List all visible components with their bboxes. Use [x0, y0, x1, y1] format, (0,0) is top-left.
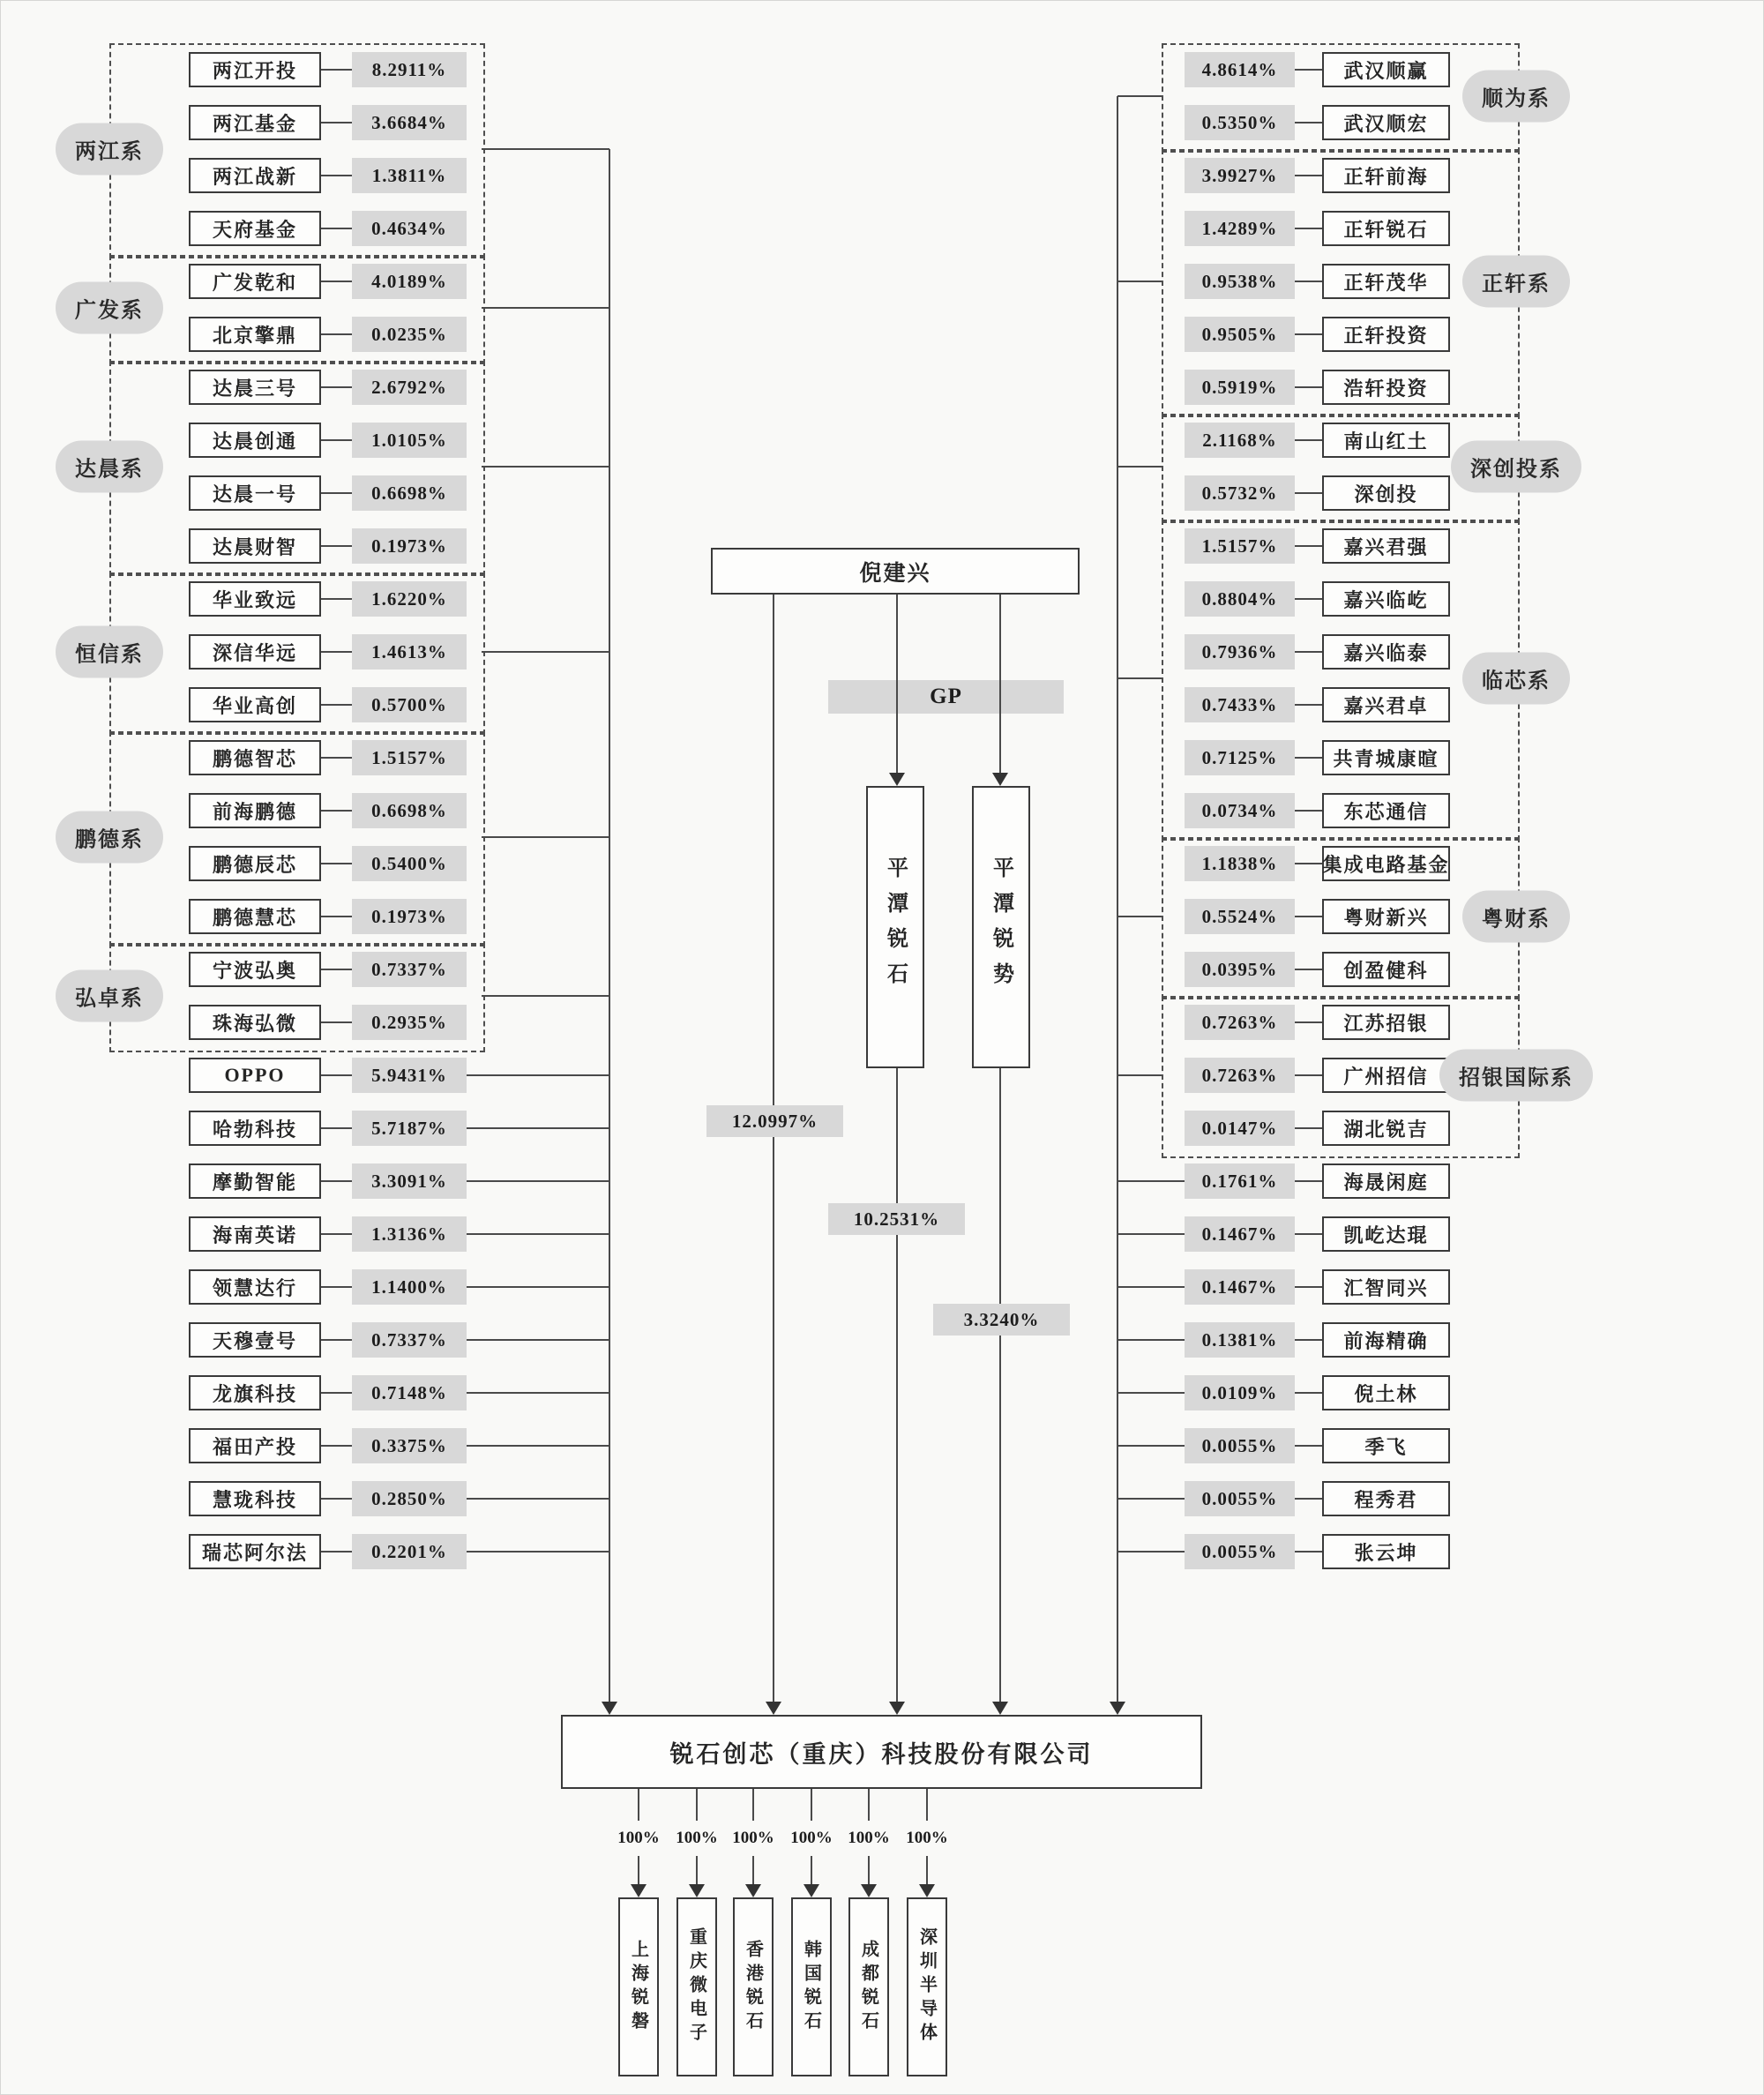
connector-line [321, 969, 352, 970]
group-label-pill: 临芯系 [1462, 653, 1570, 705]
ownership-pct-chip: 0.0055% [1185, 1428, 1295, 1463]
shareholder-name-box: 创盈健科 [1322, 952, 1450, 987]
shareholder-name-box: 龙旗科技 [189, 1375, 321, 1410]
shareholder-name-box: 达晨财智 [189, 528, 321, 564]
connector-line [1295, 1127, 1322, 1129]
connector-line [1295, 1498, 1322, 1500]
connector-line [1117, 1180, 1185, 1182]
ownership-pct-chip: 0.2935% [352, 1005, 467, 1040]
connector-line [1295, 492, 1322, 494]
ownership-pct-chip: 0.2201% [352, 1534, 467, 1569]
subsidiary-box: 韩国锐石 [791, 1897, 832, 2076]
connector-line [1295, 704, 1322, 706]
group-label-pill: 正轩系 [1462, 256, 1570, 308]
connector-line [1295, 69, 1322, 71]
shareholder-name-box: 武汉顺宏 [1322, 105, 1450, 140]
connector-line [467, 1286, 609, 1288]
shareholder-name-box: 摩勤智能 [189, 1163, 321, 1199]
subsidiary-arrow-line [752, 1856, 754, 1886]
ownership-pct-chip: 0.7337% [352, 1322, 467, 1358]
connector-line [1295, 122, 1322, 123]
connector-line [321, 1392, 352, 1394]
connector-line [1295, 1286, 1322, 1288]
group-label-pill: 深创投系 [1451, 441, 1581, 493]
ownership-pct-chip: 0.9505% [1185, 317, 1295, 352]
shareholder-name-box: 慧珑科技 [189, 1481, 321, 1516]
connector-line [321, 598, 352, 600]
group-bus-connector [1117, 281, 1162, 282]
shareholder-name-box: 鹏德智芯 [189, 740, 321, 775]
connector-line [321, 281, 352, 282]
connector-line [1117, 1286, 1185, 1288]
connector-line [321, 1233, 352, 1235]
arrow-down-icon [631, 1884, 647, 1897]
shareholder-name-box: 嘉兴临屹 [1322, 581, 1450, 617]
connector-line [467, 1127, 609, 1129]
connector-line [1117, 1445, 1185, 1447]
ownership-pct-chip: 0.1467% [1185, 1269, 1295, 1305]
connector-line [1117, 1498, 1185, 1500]
founder-box: 倪建兴 [711, 548, 1080, 595]
connector-line [1295, 757, 1322, 759]
ownership-pct-chip: 0.5400% [352, 846, 467, 881]
shareholder-name-box: 深信华远 [189, 634, 321, 670]
ownership-pct-chip: 1.6220% [352, 581, 467, 617]
connector-line [1295, 439, 1322, 441]
ownership-pct-chip: 2.1168% [1185, 423, 1295, 458]
arrow-down-icon [1110, 1702, 1125, 1715]
fund-box-pingtan-ruishi2: 平潭锐势 [972, 786, 1030, 1068]
connector-line [467, 1233, 609, 1235]
subsidiary-arrow-line [868, 1856, 870, 1886]
shareholder-name-box: 海晟闲庭 [1322, 1163, 1450, 1199]
connector-line [321, 810, 352, 812]
group-bus-connector [1117, 677, 1162, 679]
connector-line [467, 1339, 609, 1341]
shareholder-name-box: 海南英诺 [189, 1216, 321, 1252]
ownership-pct-chip: 1.4289% [1185, 211, 1295, 246]
ownership-pct-chip: 1.3136% [352, 1216, 467, 1252]
ownership-pct-chip: 0.0235% [352, 317, 467, 352]
ownership-pct-chip: 0.0055% [1185, 1534, 1295, 1569]
connector-line [1295, 1445, 1322, 1447]
ownership-pct-chip: 8.2911% [352, 52, 467, 87]
group-bus-connector [482, 651, 609, 653]
connector-line [1295, 598, 1322, 600]
fund2-pct-chip: 3.3240% [933, 1304, 1070, 1336]
shareholder-name-box: 前海精确 [1322, 1322, 1450, 1358]
group-label-pill: 恒信系 [56, 626, 163, 678]
shareholder-name-box: 华业致远 [189, 581, 321, 617]
ownership-pct-chip: 0.8804% [1185, 581, 1295, 617]
shareholder-name-box: 达晨创通 [189, 423, 321, 458]
ownership-pct-chip: 5.9431% [352, 1058, 467, 1093]
shareholder-name-box: 东芯通信 [1322, 793, 1450, 828]
ownership-pct-chip: 0.6698% [352, 475, 467, 511]
connector-line [321, 1498, 352, 1500]
arrow-down-icon [766, 1702, 781, 1715]
shareholder-name-box: 正轩茂华 [1322, 264, 1450, 299]
ownership-pct-chip: 0.1467% [1185, 1216, 1295, 1252]
connector-line [321, 1180, 352, 1182]
subsidiary-stub-line [926, 1789, 928, 1821]
connector-line [1295, 228, 1322, 229]
subsidiary-stub-line [638, 1789, 639, 1821]
group-bus-connector [482, 307, 609, 309]
group-bus-connector [482, 466, 609, 468]
connector-line [321, 492, 352, 494]
shareholder-name-box: 南山红土 [1322, 423, 1450, 458]
connector-line [321, 1286, 352, 1288]
group-bus-connector [1117, 466, 1162, 468]
connector-line [1295, 651, 1322, 653]
subsidiary-pct-label: 100% [676, 1829, 718, 1847]
connector-line [1295, 386, 1322, 388]
connector-line [321, 333, 352, 335]
shareholder-name-box: 嘉兴临泰 [1322, 634, 1450, 670]
shareholder-name-box: 江苏招银 [1322, 1005, 1450, 1040]
group-label-pill: 招银国际系 [1439, 1050, 1593, 1102]
fund-box-pingtan-ruishi: 平潭锐石 [866, 786, 924, 1068]
subsidiary-arrow-line [811, 1856, 812, 1886]
ownership-pct-chip: 0.7263% [1185, 1005, 1295, 1040]
shareholder-name-box: 深创投 [1322, 475, 1450, 511]
group-bus-connector [482, 836, 609, 838]
ownership-pct-chip: 0.6698% [352, 793, 467, 828]
subsidiary-arrow-line [638, 1856, 639, 1886]
subsidiary-stub-line [696, 1789, 698, 1821]
shareholder-name-box: 瑞芯阿尔法 [189, 1534, 321, 1569]
ownership-pct-chip: 2.6792% [352, 370, 467, 405]
ownership-pct-chip: 0.5732% [1185, 475, 1295, 511]
gp-band: GP [828, 680, 1064, 714]
ownership-pct-chip: 0.5350% [1185, 105, 1295, 140]
subsidiary-pct-label: 100% [906, 1829, 948, 1847]
connector-line [1295, 969, 1322, 970]
shareholder-name-box: 北京擎鼎 [189, 317, 321, 352]
ownership-pct-chip: 0.0147% [1185, 1111, 1295, 1146]
ownership-pct-chip: 0.1381% [1185, 1322, 1295, 1358]
arrow-down-icon [889, 1702, 905, 1715]
ownership-pct-chip: 0.5524% [1185, 899, 1295, 934]
shareholder-name-box: OPPO [189, 1058, 321, 1093]
fund2-to-company-line [999, 1068, 1001, 1702]
connector-line [321, 1551, 352, 1553]
ownership-pct-chip: 0.7125% [1185, 740, 1295, 775]
ownership-pct-chip: 4.8614% [1185, 52, 1295, 87]
arrow-down-icon [804, 1884, 819, 1897]
connector-line [321, 916, 352, 917]
shareholder-name-box: 凯屹达琨 [1322, 1216, 1450, 1252]
connector-line [1295, 281, 1322, 282]
connector-line [321, 1021, 352, 1023]
ownership-pct-chip: 1.0105% [352, 423, 467, 458]
connector-line [321, 228, 352, 229]
shareholder-name-box: 武汉顺赢 [1322, 52, 1450, 87]
subsidiary-box: 深圳半导体 [907, 1897, 947, 2076]
shareholder-name-box: 嘉兴君强 [1322, 528, 1450, 564]
group-bus-connector [482, 995, 609, 997]
shareholder-name-box: 湖北锐吉 [1322, 1111, 1450, 1146]
connector-line [321, 175, 352, 176]
connector-line [321, 69, 352, 71]
group-bus-connector [1117, 95, 1162, 97]
group-label-pill: 粤财系 [1462, 891, 1570, 943]
ownership-pct-chip: 4.0189% [352, 264, 467, 299]
connector-line [1295, 916, 1322, 917]
shareholder-name-box: 达晨三号 [189, 370, 321, 405]
shareholder-name-box: 华业高创 [189, 687, 321, 722]
fund1-to-company-line [896, 1068, 898, 1702]
ownership-pct-chip: 1.4613% [352, 634, 467, 670]
connector-line [321, 651, 352, 653]
founder-direct-pct-chip: 12.0997% [706, 1105, 843, 1137]
group-label-pill: 广发系 [56, 282, 163, 334]
connector-line [467, 1498, 609, 1500]
ownership-pct-chip: 1.3811% [352, 158, 467, 193]
shareholder-name-box: 季飞 [1322, 1428, 1450, 1463]
connector-line [321, 545, 352, 547]
connector-line [1295, 1339, 1322, 1341]
connector-line [467, 1392, 609, 1394]
connector-line [321, 1074, 352, 1076]
company-box: 锐石创芯（重庆）科技股份有限公司 [561, 1715, 1202, 1789]
connector-line [1117, 1392, 1185, 1394]
arrow-down-icon [745, 1884, 761, 1897]
shareholder-name-box: 程秀君 [1322, 1481, 1450, 1516]
group-label-pill: 弘卓系 [56, 970, 163, 1022]
arrow-down-icon [889, 773, 905, 786]
ownership-pct-chip: 0.7433% [1185, 687, 1295, 722]
connector-line [467, 1074, 609, 1076]
connector-line [1117, 1551, 1185, 1553]
ownership-pct-chip: 0.7263% [1185, 1058, 1295, 1093]
shareholder-name-box: 哈勃科技 [189, 1111, 321, 1146]
connector-line [321, 386, 352, 388]
connector-line [1295, 1551, 1322, 1553]
connector-line [321, 757, 352, 759]
ownership-pct-chip: 0.7337% [352, 952, 467, 987]
left-bus-line [609, 149, 610, 1702]
subsidiary-box: 重庆微电子 [676, 1897, 717, 2076]
group-bus-connector [1117, 1074, 1162, 1076]
arrow-down-icon [919, 1884, 935, 1897]
connector-line [467, 1180, 609, 1182]
ownership-pct-chip: 0.2850% [352, 1481, 467, 1516]
group-label-pill: 两江系 [56, 123, 163, 176]
subsidiary-stub-line [868, 1789, 870, 1821]
connector-line [1295, 1021, 1322, 1023]
ownership-pct-chip: 1.1400% [352, 1269, 467, 1305]
shareholder-name-box: 福田产投 [189, 1428, 321, 1463]
shareholder-name-box: 粤财新兴 [1322, 899, 1450, 934]
ownership-pct-chip: 3.3091% [352, 1163, 467, 1199]
arrow-down-icon [861, 1884, 877, 1897]
founder-to-fund2-line [999, 595, 1001, 774]
shareholder-name-box: 浩轩投资 [1322, 370, 1450, 405]
shareholder-name-box: 两江基金 [189, 105, 321, 140]
ownership-pct-chip: 0.1973% [352, 528, 467, 564]
connector-line [467, 1551, 609, 1553]
founder-direct-line [773, 595, 774, 1702]
arrow-down-icon [992, 1702, 1008, 1715]
shareholder-name-box: 宁波弘奥 [189, 952, 321, 987]
subsidiary-box: 香港锐石 [733, 1897, 774, 2076]
subsidiary-stub-line [752, 1789, 754, 1821]
ownership-pct-chip: 0.1973% [352, 899, 467, 934]
shareholder-name-box: 领慧达行 [189, 1269, 321, 1305]
shareholder-name-box: 两江战新 [189, 158, 321, 193]
connector-line [1117, 1339, 1185, 1341]
shareholder-name-box: 共青城康暄 [1322, 740, 1450, 775]
connector-line [1295, 175, 1322, 176]
shareholder-name-box: 天穆壹号 [189, 1322, 321, 1358]
arrow-down-icon [992, 773, 1008, 786]
group-bus-connector [482, 148, 609, 150]
ownership-pct-chip: 0.7936% [1185, 634, 1295, 670]
shareholder-name-box: 正轩锐石 [1322, 211, 1450, 246]
founder-to-fund1-line [896, 595, 898, 774]
connector-line [1295, 1180, 1322, 1182]
ownership-pct-chip: 0.5919% [1185, 370, 1295, 405]
connector-line [1295, 333, 1322, 335]
connector-line [321, 863, 352, 864]
group-label-pill: 达晨系 [56, 441, 163, 493]
ownership-pct-chip: 3.6684% [352, 105, 467, 140]
ownership-pct-chip: 1.5157% [352, 740, 467, 775]
ownership-pct-chip: 0.0395% [1185, 952, 1295, 987]
ownership-pct-chip: 1.5157% [1185, 528, 1295, 564]
subsidiary-pct-label: 100% [790, 1829, 833, 1847]
group-label-pill: 鹏德系 [56, 812, 163, 864]
group-label-pill: 顺为系 [1462, 71, 1570, 123]
shareholder-name-box: 张云坤 [1322, 1534, 1450, 1569]
ownership-pct-chip: 0.0055% [1185, 1481, 1295, 1516]
ownership-pct-chip: 0.0734% [1185, 793, 1295, 828]
shareholder-name-box: 鹏德辰芯 [189, 846, 321, 881]
ownership-pct-chip: 0.9538% [1185, 264, 1295, 299]
ownership-pct-chip: 0.4634% [352, 211, 467, 246]
subsidiary-pct-label: 100% [732, 1829, 774, 1847]
connector-line [321, 122, 352, 123]
subsidiary-stub-line [811, 1789, 812, 1821]
shareholder-name-box: 正轩投资 [1322, 317, 1450, 352]
shareholder-name-box: 两江开投 [189, 52, 321, 87]
connector-line [321, 439, 352, 441]
ownership-pct-chip: 0.0109% [1185, 1375, 1295, 1410]
shareholder-name-box: 嘉兴君卓 [1322, 687, 1450, 722]
group-bus-connector [1117, 916, 1162, 917]
arrow-down-icon [689, 1884, 705, 1897]
connector-line [1295, 1392, 1322, 1394]
connector-line [1295, 863, 1322, 864]
shareholder-name-box: 倪土林 [1322, 1375, 1450, 1410]
shareholder-name-box: 天府基金 [189, 211, 321, 246]
connector-line [1295, 1233, 1322, 1235]
connector-line [1295, 545, 1322, 547]
connector-line [1117, 1233, 1185, 1235]
ownership-pct-chip: 1.1838% [1185, 846, 1295, 881]
shareholder-name-box: 珠海弘微 [189, 1005, 321, 1040]
subsidiary-box: 上海锐磐 [618, 1897, 659, 2076]
connector-line [1295, 810, 1322, 812]
shareholder-name-box: 汇智同兴 [1322, 1269, 1450, 1305]
shareholder-name-box: 集成电路基金 [1322, 846, 1450, 881]
subsidiary-box: 成都锐石 [848, 1897, 889, 2076]
right-bus-line [1117, 96, 1118, 1702]
arrow-down-icon [602, 1702, 617, 1715]
shareholder-name-box: 广州招信 [1322, 1058, 1450, 1093]
shareholder-name-box: 达晨一号 [189, 475, 321, 511]
connector-line [467, 1445, 609, 1447]
connector-line [321, 1445, 352, 1447]
connector-line [321, 704, 352, 706]
ownership-pct-chip: 5.7187% [352, 1111, 467, 1146]
subsidiary-pct-label: 100% [848, 1829, 890, 1847]
subsidiary-arrow-line [926, 1856, 928, 1886]
shareholder-name-box: 正轩前海 [1322, 158, 1450, 193]
connector-line [321, 1339, 352, 1341]
subsidiary-arrow-line [696, 1856, 698, 1886]
connector-line [1295, 1074, 1322, 1076]
shareholder-name-box: 鹏德慧芯 [189, 899, 321, 934]
shareholder-name-box: 广发乾和 [189, 264, 321, 299]
ownership-pct-chip: 0.7148% [352, 1375, 467, 1410]
connector-line [321, 1127, 352, 1129]
fund1-pct-chip: 10.2531% [828, 1203, 965, 1235]
subsidiary-pct-label: 100% [617, 1829, 660, 1847]
ownership-pct-chip: 0.3375% [352, 1428, 467, 1463]
ownership-pct-chip: 0.5700% [352, 687, 467, 722]
ownership-pct-chip: 0.1761% [1185, 1163, 1295, 1199]
shareholder-name-box: 前海鹏德 [189, 793, 321, 828]
ownership-pct-chip: 3.9927% [1185, 158, 1295, 193]
